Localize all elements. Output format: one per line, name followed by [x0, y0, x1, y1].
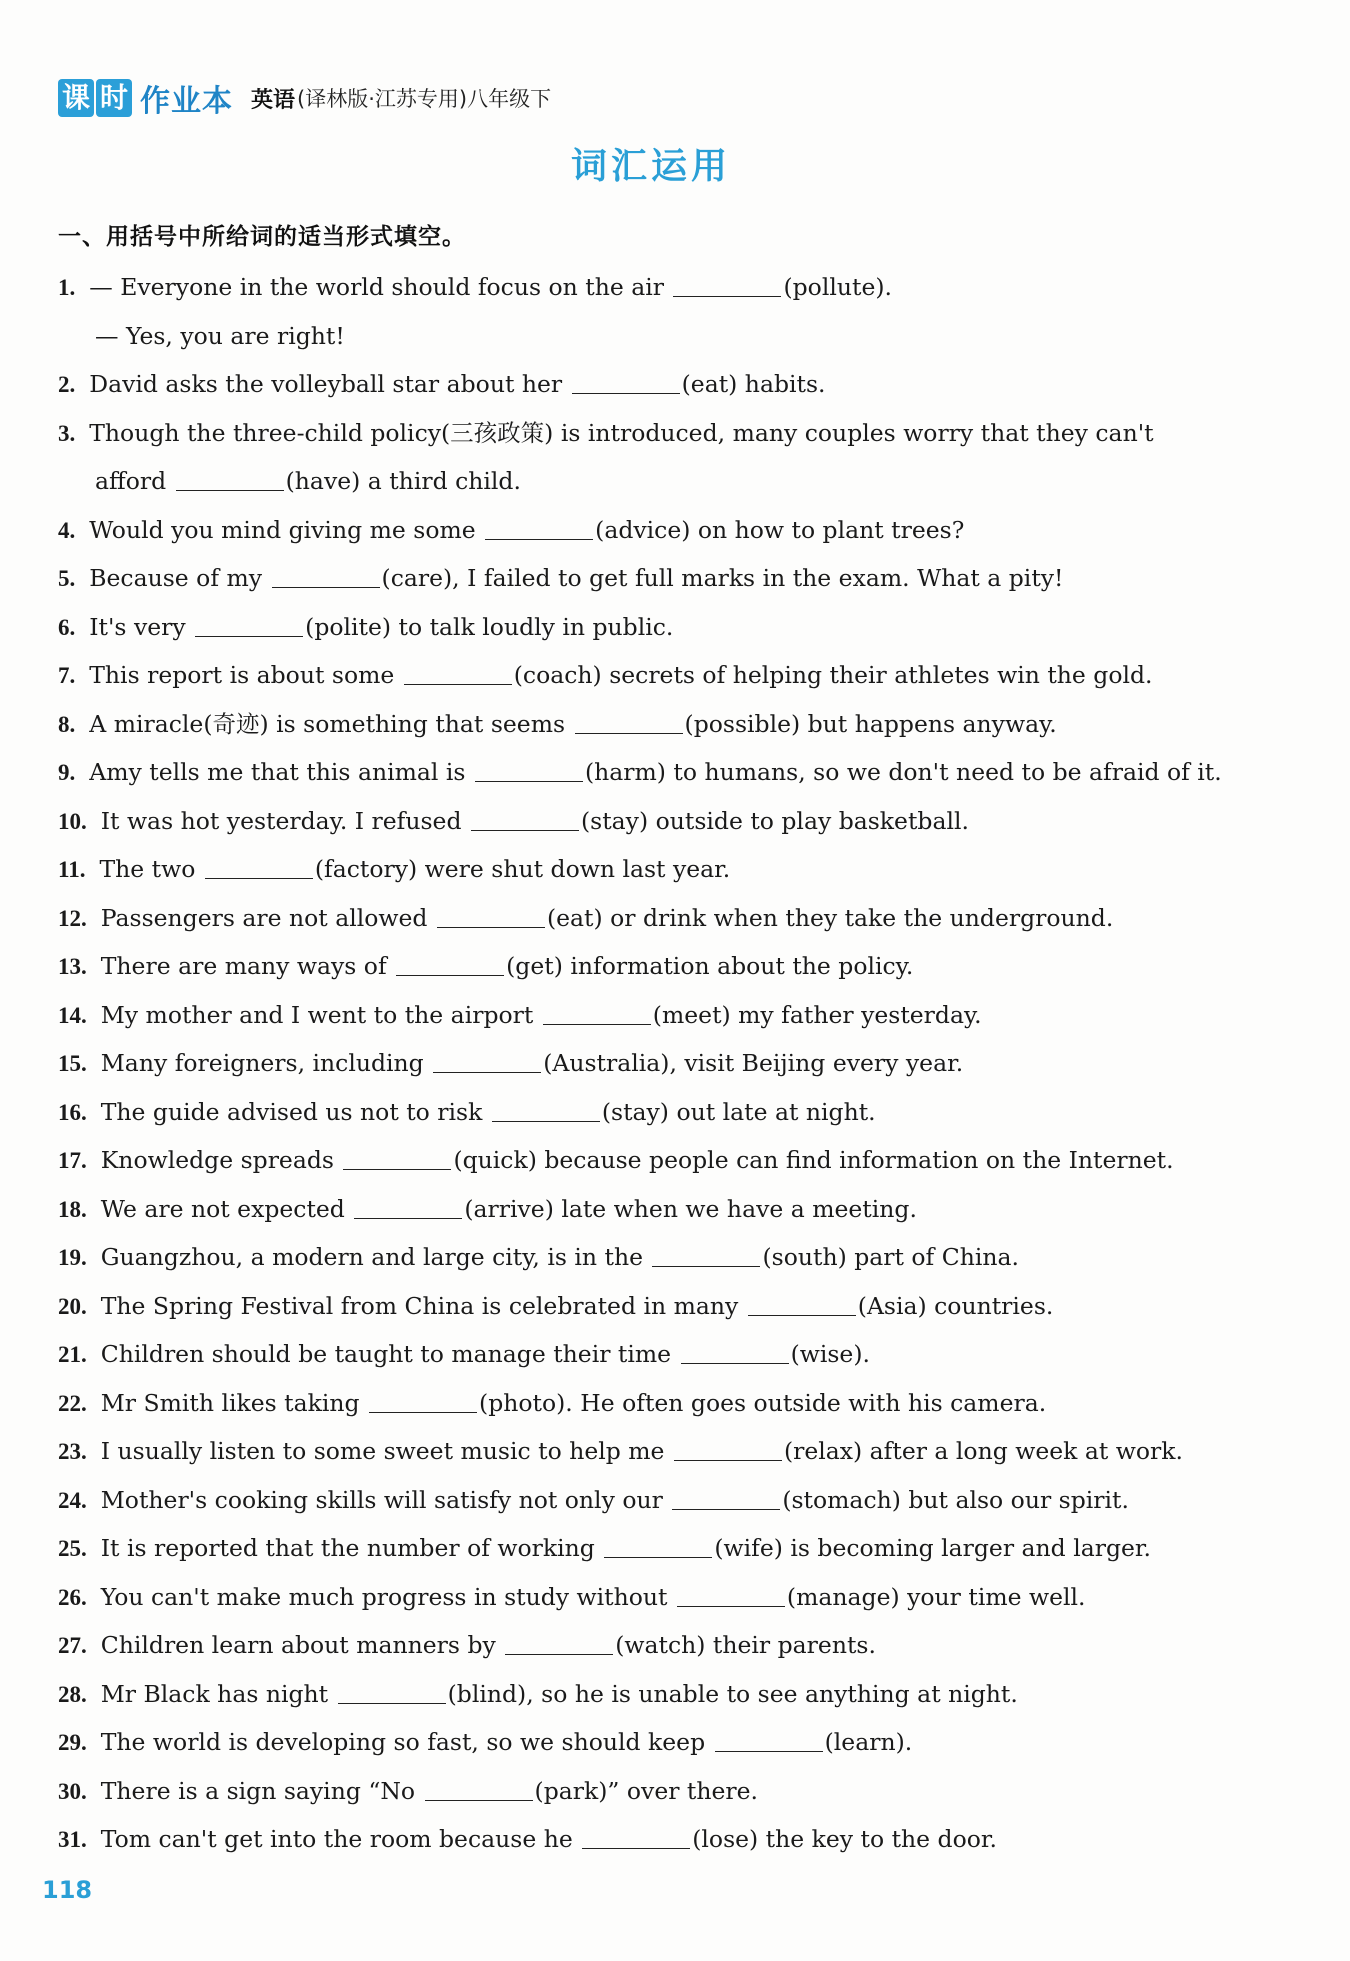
item-text-after: (possible) but happens anyway. [684, 709, 1057, 738]
item-text-after: (learn). [824, 1728, 913, 1756]
item-number: 26. [58, 1584, 87, 1610]
answer-blank[interactable] [672, 1489, 780, 1510]
exercise-item [58, 1427, 1298, 1476]
answer-blank[interactable] [492, 1101, 600, 1122]
item-text-after: (blind), so he is unable to see anything at night. [447, 1679, 1018, 1708]
exercise-item [58, 748, 1298, 797]
item-text-after: (photo). He often goes outside with his camera. [479, 1388, 1047, 1417]
item-number: 17. [58, 1148, 87, 1173]
item-number: 31. [58, 1827, 87, 1852]
answer-blank[interactable] [396, 955, 504, 976]
item-text-after: (wife) is becoming larger and larger. [714, 1534, 1152, 1562]
exercise-item-continuation [58, 457, 1298, 506]
answer-blank[interactable] [471, 810, 579, 831]
exercise-item [58, 1136, 1298, 1185]
item-text-before: Mother's cooking skills will satisfy not only our [100, 1485, 663, 1514]
item-text-after: (watch) their parents. [615, 1631, 876, 1659]
item-text-before: Tom can't get into the room because he [100, 1825, 573, 1853]
answer-blank[interactable] [582, 1828, 690, 1849]
item-text-before: Because of my [89, 564, 263, 592]
item-text-before: My mother and I went to the airport [100, 1000, 534, 1029]
exercise-item [58, 554, 1298, 603]
item-text-after: (stomach) but also our spirit. [782, 1485, 1129, 1514]
item-number: 14. [58, 1002, 87, 1028]
answer-blank[interactable] [404, 664, 512, 685]
answer-blank[interactable] [437, 907, 545, 928]
exercise-item [58, 1621, 1298, 1670]
item-text-after: (Australia), visit Beijing every year. [543, 1049, 964, 1077]
answer-blank[interactable] [354, 1198, 462, 1219]
exercise-item [58, 1185, 1298, 1234]
item-number: 10. [58, 808, 87, 834]
exercise-item [58, 1233, 1298, 1282]
item-number: 20. [58, 1293, 87, 1319]
item-text-before: Mr Black has night [100, 1679, 329, 1708]
item-number: 1. [58, 275, 76, 300]
exercise-item [58, 360, 1298, 409]
item-text-before: David asks the volleyball star about her [89, 370, 563, 398]
answer-blank[interactable] [176, 470, 284, 491]
item-text-before: Guangzhou, a modern and large city, is in the [100, 1243, 643, 1271]
exercise-item [58, 651, 1298, 700]
item-text-after: (eat) or drink when they take the underground. [546, 903, 1114, 932]
header-subject: 英语 [251, 87, 296, 113]
answer-blank[interactable] [575, 713, 683, 734]
item-continuation-text: — Yes, you are right! [95, 321, 345, 350]
item-text-after: (manage) your time well. [786, 1582, 1086, 1611]
item-text-before: Mr Smith likes taking [100, 1388, 360, 1417]
item-text-after: (pollute). [783, 273, 892, 301]
item-text-before: The two [99, 855, 196, 883]
item-text-before: Would you mind giving me some [89, 515, 476, 544]
exercise-item [58, 1670, 1298, 1719]
brand-logo [58, 76, 233, 120]
item-text-before: The guide advised us not to risk [100, 1097, 483, 1126]
item-number: 29. [58, 1730, 87, 1755]
item-number: 22. [58, 1390, 87, 1416]
item-number: 3. [58, 420, 76, 446]
item-text-after: (have) a third child. [285, 467, 521, 495]
exercise-item [58, 1767, 1298, 1816]
header-detail: (译林版·江苏专用)八年级下 [297, 87, 552, 111]
item-text-before: This report is about some [89, 661, 395, 689]
item-number: 19. [58, 1245, 87, 1270]
exercise-item [58, 1088, 1298, 1137]
exercise-item [58, 894, 1298, 943]
item-number: 16. [58, 1099, 87, 1125]
item-number: 15. [58, 1051, 87, 1076]
item-text-before: Though the three-child policy(三孩政策) is introduced, many couples worry that they can't [89, 418, 1154, 447]
item-number: 24. [58, 1487, 87, 1513]
answer-blank[interactable] [475, 761, 583, 782]
item-text-before: Children should be taught to manage their time [100, 1340, 672, 1368]
answer-blank[interactable] [433, 1052, 541, 1073]
item-text-after: (south) part of China. [762, 1243, 1019, 1271]
item-text-after: (meet) my father yesterday. [652, 1000, 982, 1029]
exercise-item [58, 1718, 1298, 1767]
item-text-before: There is a sign saying “No [100, 1776, 416, 1805]
exercise-item [58, 603, 1298, 652]
item-text-before: Knowledge spreads [100, 1146, 334, 1174]
item-text-before: The world is developing so fast, so we should keep [100, 1728, 706, 1756]
exercise-item [58, 700, 1298, 749]
item-number: 23. [58, 1439, 87, 1464]
item-text-after: (get) information about the policy. [506, 952, 914, 980]
item-text-after: (quick) because people can find information on the Internet. [453, 1146, 1174, 1174]
section-title: 词汇运用 [570, 146, 731, 187]
exercise-item [58, 1330, 1298, 1379]
item-number: 27. [58, 1633, 87, 1658]
item-text-after: (advice) on how to plant trees? [595, 515, 965, 544]
item-text-before: We are not expected [100, 1194, 345, 1223]
item-text-after: (factory) were shut down last year. [314, 855, 731, 883]
answer-blank[interactable] [652, 1246, 760, 1267]
item-text-before: Passengers are not allowed [100, 903, 428, 932]
exercise-item [58, 1039, 1298, 1088]
item-text-before: There are many ways of [100, 952, 387, 980]
item-number: 28. [58, 1681, 87, 1707]
item-text-before: You can't make much progress in study without [100, 1582, 668, 1611]
exercise-item [58, 409, 1298, 458]
exercise-item [58, 845, 1298, 894]
answer-blank[interactable] [543, 1004, 651, 1025]
item-text-before: — Everyone in the world should focus on the air [89, 273, 664, 301]
page-header [58, 76, 551, 120]
brand-chip-2: 时 [96, 79, 132, 117]
item-number: 11. [58, 857, 86, 882]
answer-blank[interactable] [748, 1295, 856, 1316]
item-number: 12. [58, 905, 87, 931]
answer-blank[interactable] [425, 1780, 533, 1801]
item-text-before: It was hot yesterday. I refused [100, 806, 462, 835]
exercise-item [58, 1379, 1298, 1428]
item-text-before: Children learn about manners by [100, 1631, 496, 1659]
item-number: 25. [58, 1536, 87, 1561]
item-text-after: (eat) habits. [681, 370, 826, 398]
item-text-before: Amy tells me that this animal is [89, 758, 466, 786]
item-text-after: (harm) to humans, so we don't need to be afraid of it. [584, 758, 1222, 786]
item-number: 18. [58, 1196, 87, 1222]
brand-name: 作业本 [140, 84, 233, 119]
answer-blank[interactable] [674, 1440, 782, 1461]
exercise-item [58, 942, 1298, 991]
exercise-item [58, 1815, 1298, 1864]
answer-blank[interactable] [485, 519, 593, 540]
item-number: 4. [58, 517, 76, 543]
item-number: 30. [58, 1778, 87, 1804]
answer-blank[interactable] [343, 1149, 451, 1170]
answer-blank[interactable] [338, 1683, 446, 1704]
item-text-after: (care), I failed to get full marks in the exam. What a pity! [381, 564, 1064, 592]
item-number: 21. [58, 1342, 87, 1367]
item-text-before: A miracle(奇迹) is something that seems [89, 709, 566, 738]
answer-blank[interactable] [369, 1392, 477, 1413]
item-text-after: (park)” over there. [534, 1776, 759, 1805]
item-text-after: (wise). [790, 1340, 870, 1368]
answer-blank[interactable] [715, 1731, 823, 1752]
item-number: 6. [58, 614, 76, 640]
item-text-after: (arrive) late when we have a meeting. [464, 1194, 917, 1223]
exercise-item [58, 1524, 1298, 1573]
item-text-before: afford [95, 467, 167, 495]
answer-blank[interactable] [195, 616, 303, 637]
brand-chip-1: 课 [58, 79, 94, 117]
answer-blank[interactable] [272, 567, 380, 588]
exercise-item [58, 797, 1298, 846]
exercise-item [58, 991, 1298, 1040]
item-text-after: (stay) out late at night. [601, 1097, 876, 1126]
item-text-after: (stay) outside to play basketball. [581, 806, 969, 835]
item-text-after: (lose) the key to the door. [692, 1825, 997, 1853]
item-text-after: (Asia) countries. [857, 1291, 1054, 1320]
exercise-item [58, 1282, 1298, 1331]
item-number: 7. [58, 663, 76, 688]
exercise-instruction: 一、用括号中所给词的适当形式填空。 [58, 224, 466, 250]
item-number: 8. [58, 711, 76, 737]
item-text-after: (polite) to talk loudly in public. [305, 612, 674, 641]
item-number: 5. [58, 566, 76, 591]
item-text-after: (relax) after a long week at work. [783, 1437, 1183, 1465]
item-number: 2. [58, 372, 76, 397]
page-number: 118 [42, 1876, 93, 1904]
answer-blank[interactable] [505, 1634, 613, 1655]
answer-blank[interactable] [681, 1343, 789, 1364]
exercise-list [58, 263, 1298, 1864]
item-text-before: The Spring Festival from China is celebrated in many [100, 1291, 739, 1320]
answer-blank[interactable] [205, 858, 313, 879]
item-number: 9. [58, 760, 76, 785]
answer-blank[interactable] [604, 1537, 712, 1558]
item-text-before: Many foreigners, including [100, 1049, 424, 1077]
exercise-item [58, 1476, 1298, 1525]
item-number: 13. [58, 954, 87, 979]
exercise-item [58, 1573, 1298, 1622]
item-text-before: I usually listen to some sweet music to help me [100, 1437, 665, 1465]
answer-blank[interactable] [677, 1586, 785, 1607]
exercise-item-continuation [58, 312, 1298, 361]
answer-blank[interactable] [673, 276, 781, 297]
exercise-item [58, 263, 1298, 312]
answer-blank[interactable] [572, 373, 680, 394]
item-text-after: (coach) secrets of helping their athletes win the gold. [513, 661, 1153, 689]
exercise-item [58, 506, 1298, 555]
item-text-before: It is reported that the number of working [100, 1534, 595, 1562]
item-text-before: It's very [89, 612, 186, 641]
